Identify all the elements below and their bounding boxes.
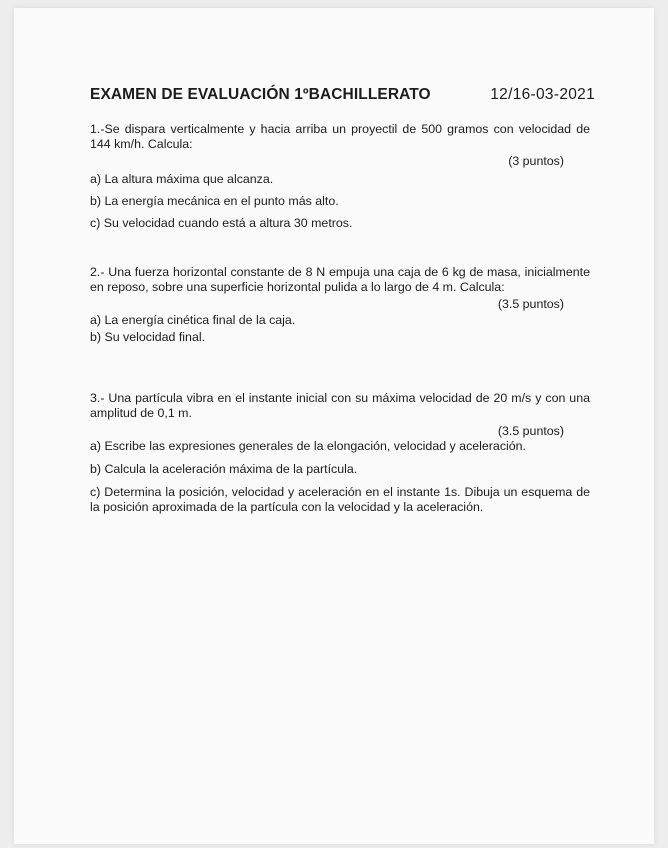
exam-sheet bbox=[14, 8, 654, 844]
question-3-text: 3.- Una partícula vibra en el instante inicial con su máxima velocidad de 20 m/s y con una amplitud de 0,1 m. bbox=[90, 391, 590, 420]
question-3-item-c: c) Determina la posición, velocidad y aceleración en el instante 1s. Dibuja un esquema de la posición aproximada de la partícula con la velocidad y la aceleración. bbox=[90, 485, 590, 514]
question-1-text: 1.-Se dispara verticalmente y hacia arriba un proyectil de 500 gramos con velocidad de 144 km/h. Calcula: bbox=[90, 122, 590, 151]
exam-header bbox=[90, 86, 595, 104]
exam-title: EXAMEN DE EVALUACIÓN 1ºBACHILLERATO bbox=[90, 86, 431, 103]
question-3-item-b: b) Calcula la aceleración máxima de la partícula. bbox=[90, 462, 358, 476]
question-1-item-a: a) La altura máxima que alcanza. bbox=[90, 172, 274, 186]
exam-content bbox=[90, 86, 595, 523]
question-2-item-a: a) La energía cinética final de la caja. bbox=[90, 313, 296, 327]
question-3 bbox=[90, 391, 590, 515]
question-1-item-b: b) La energía mecánica en el punto más alto. bbox=[90, 194, 339, 208]
question-3-item-a: a) Escribe las expresiones generales de la elongación, velocidad y aceleración. bbox=[90, 439, 526, 453]
question-2-item-b: b) Su velocidad final. bbox=[90, 330, 206, 344]
exam-date: 12/16-03-2021 bbox=[490, 86, 595, 103]
question-2 bbox=[90, 265, 590, 345]
question-2-points: (3.5 puntos) bbox=[497, 297, 564, 311]
question-2-text: 2.- Una fuerza horizontal constante de 8 N empuja una caja de 6 kg de masa, inicialmente en reposo, sobre una superficie horizontal pulida a lo largo de 4 m. Calcula: bbox=[90, 265, 590, 294]
question-3-points: (3.5 puntos) bbox=[497, 424, 564, 438]
question-1-item-c: c) Su velocidad cuando está a altura 30 metros. bbox=[90, 216, 353, 230]
question-1 bbox=[90, 122, 590, 231]
question-1-points: (3 puntos) bbox=[508, 154, 564, 168]
